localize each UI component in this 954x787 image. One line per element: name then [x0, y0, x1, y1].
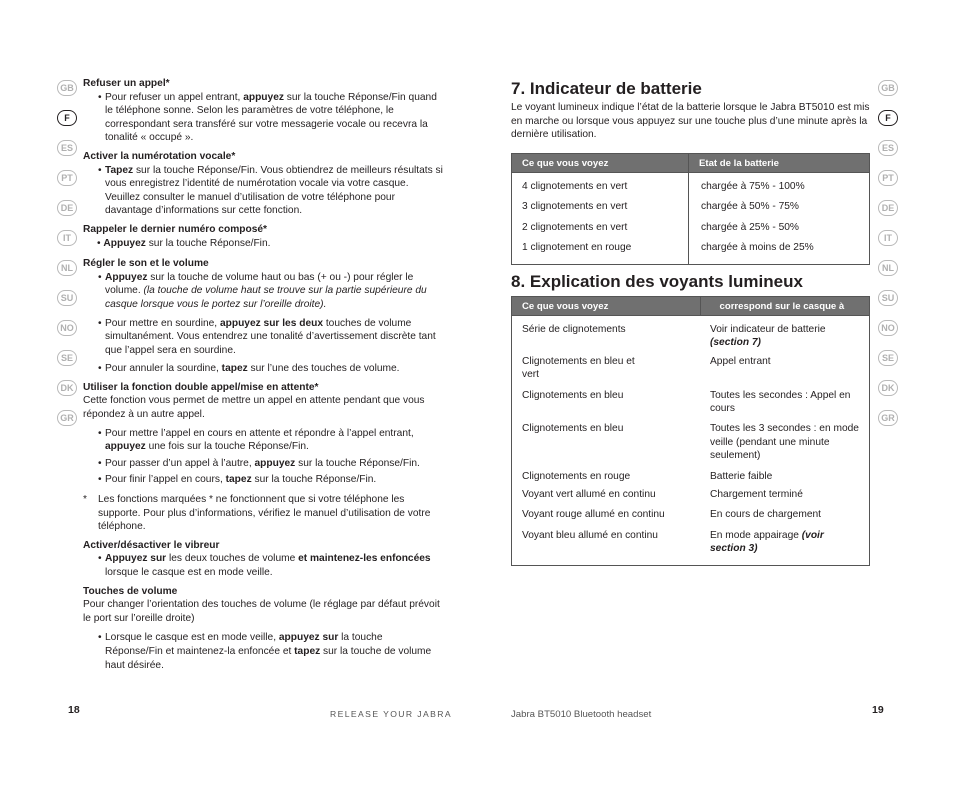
bold-text: Appuyez — [103, 237, 146, 249]
lang-tab-es: ES — [878, 140, 898, 156]
bullet-item — [83, 427, 443, 454]
lang-tab-gr: GR — [57, 410, 77, 426]
table-cell: Clignotements en bleu — [512, 384, 701, 418]
column-header: Ce que vous voyez — [512, 297, 701, 316]
bold-text: Appuyez — [105, 271, 148, 283]
table-row — [512, 216, 870, 236]
lang-tab-se: SE — [878, 350, 898, 366]
page-number-left: 18 — [68, 704, 80, 716]
bullet-glyph: • — [97, 237, 104, 249]
section-heading: Utiliser la fonction double appel/mise en attente* — [83, 381, 319, 393]
section-vibreur — [83, 539, 443, 580]
italic-text: (la touche de volume haut se trouve sur la partie supérieure du casque lorsque vous le portez sur l’oreille droite). — [105, 285, 427, 310]
table-cell: 4 clignotements en vert — [512, 173, 689, 196]
section-double-appel — [83, 381, 443, 487]
table-cell: Série de clignotements — [512, 316, 701, 352]
bold-text: Tapez — [105, 164, 134, 176]
text: Pour passer d’un appel à l’autre, — [105, 457, 255, 469]
section-7-title: 7. Indicateur de batterie — [511, 79, 702, 98]
table-cell — [700, 524, 870, 565]
bold-text: tapez — [225, 474, 252, 486]
lang-tab-nl: NL — [878, 260, 898, 276]
bullet-item — [83, 362, 443, 376]
section-ref: (voir section 3) — [710, 529, 824, 555]
lang-tab-gb: GB — [57, 80, 77, 96]
bold-text: et maintenez-les enfoncées — [298, 553, 431, 565]
column-header: correspond sur le casque à — [700, 297, 870, 316]
bold-text: appuyez — [105, 441, 146, 453]
lang-tab-pt: PT — [57, 170, 77, 186]
footnote-marker: * — [83, 494, 87, 506]
text: Lorsque le casque est en mode veille, — [105, 632, 279, 644]
text: Pour annuler la sourdine, — [105, 363, 222, 375]
text: lorsque le casque est en mode veille. — [105, 567, 273, 578]
section-heading: Régler le son et le volume — [83, 258, 209, 270]
section-refuser — [83, 77, 443, 145]
bullet-item — [83, 631, 443, 672]
lang-tab-it: IT — [57, 230, 77, 246]
bullet-item — [83, 91, 443, 145]
text: Pour mettre l’appel en cours en attente et répondre à l’appel entrant, — [105, 427, 414, 439]
bullet-item — [83, 271, 443, 312]
bold-text: appuyez sur les deux — [219, 317, 323, 329]
table-cell: Chargement terminé — [700, 485, 870, 503]
section-rappeler — [83, 223, 443, 250]
section-heading: Activer/désactiver le vibreur — [83, 539, 220, 551]
bullet-line — [83, 237, 443, 251]
lang-tab-es: ES — [57, 140, 77, 156]
section-activer-numerotation — [83, 150, 443, 218]
text: sur la touche Réponse/Fin. — [145, 237, 271, 249]
paragraph: Pour changer l’orientation des touches de volume (le réglage par défaut prévoit le port sur l’oreille droite) — [83, 599, 440, 624]
bullet-item — [83, 164, 443, 218]
lang-tab-no: NO — [57, 320, 77, 336]
table-row — [512, 465, 870, 485]
bold-text: tapez — [221, 363, 248, 375]
table-cell: Clignotements en bleu — [512, 417, 701, 464]
lang-tab-su: SU — [878, 290, 898, 306]
table-cell: Toutes les secondes : Appel en cours — [700, 384, 870, 418]
table-row — [512, 503, 870, 523]
footnote — [83, 493, 443, 534]
table-row — [512, 485, 870, 503]
table-row — [512, 236, 870, 264]
lang-tab-dk: DK — [878, 380, 898, 396]
table-cell — [700, 316, 870, 352]
table-header-row — [512, 297, 870, 316]
lang-tab-f: F — [878, 110, 898, 126]
section-heading: Touches de volume — [83, 585, 178, 597]
table-cell: chargée à moins de 25% — [689, 236, 870, 264]
table-cell: Voyant bleu allumé en continu — [512, 524, 701, 565]
lang-tab-no: NO — [878, 320, 898, 336]
section-touches-volume — [83, 585, 443, 673]
section-heading: Refuser un appel* — [83, 78, 170, 89]
column-header: Etat de la batterie — [689, 154, 870, 173]
bold-text: tapez — [294, 645, 321, 657]
table-row — [512, 524, 870, 565]
table-cell: 2 clignotements en vert — [512, 216, 689, 236]
text: Voir indicateur de batterie — [710, 324, 826, 335]
table-cell: Batterie faible — [700, 465, 870, 485]
text: les deux touches de volume — [166, 553, 299, 565]
language-tabs-right — [878, 80, 898, 440]
text: touches de volume simultanément. Vous entendrez une tonalité d’avertissement discrète tant que l’appel sera en sourdine. — [105, 317, 436, 356]
indicator-table — [511, 296, 870, 566]
section-8-title: 8. Explication des voyants lumineux — [511, 272, 803, 291]
table-cell: En cours de chargement — [700, 503, 870, 523]
table-cell: 3 clignotements en vert — [512, 195, 689, 215]
battery-table — [511, 153, 870, 265]
table-cell: Voyant rouge allumé en continu — [512, 503, 701, 523]
lang-tab-su: SU — [57, 290, 77, 306]
bold-text: Appuyez sur — [105, 553, 167, 565]
bullet-item — [83, 552, 443, 579]
table-row — [512, 173, 870, 196]
bullet-item — [83, 473, 443, 487]
table-row — [512, 316, 870, 352]
table-row — [512, 417, 870, 464]
lang-tab-it: IT — [878, 230, 898, 246]
lang-tab-pt: PT — [878, 170, 898, 186]
table-row — [512, 195, 870, 215]
section-7-intro: Le voyant lumineux indique l’état de la batterie lorsque le Jabra BT5010 est mis en marche ou lorsque vous appuyez sur une touche plus d’une minute après la dernière utilisation. — [511, 102, 870, 141]
text: sur la touche Réponse/Fin. Vous obtiendrez de meilleurs résultats si vous enregistrez l’identité de numérotation vocale via votre casque. Veuillez consulter le manuel d’utilisation de votre téléphone pour davantage d’informations sur cette fonction. — [105, 164, 443, 217]
left-column — [83, 77, 443, 677]
bullet-item — [83, 317, 443, 358]
bold-text: appuyez — [243, 91, 284, 103]
table-cell: Toutes les 3 secondes : en mode veille (pendant une minute seulement) — [700, 417, 870, 464]
text: Pour refuser un appel entrant, — [105, 91, 244, 103]
table-cell: Voyant vert allumé en continu — [512, 485, 701, 503]
text: une fois sur la touche Réponse/Fin. — [145, 441, 309, 453]
lang-tab-gr: GR — [878, 410, 898, 426]
table-cell: chargée à 75% - 100% — [689, 173, 870, 196]
lang-tab-dk: DK — [57, 380, 77, 396]
text: En mode appairage — [710, 529, 802, 541]
language-tabs-left — [57, 80, 77, 440]
table-cell: Appel entrant — [700, 352, 870, 384]
text: sur la touche Réponse/Fin. — [251, 474, 377, 486]
bullet-item — [83, 457, 443, 471]
text: sur la touche de volume haut désirée. — [105, 645, 432, 671]
bold-text: appuyez — [254, 457, 296, 469]
page-number-right: 19 — [872, 704, 884, 716]
bold-text: appuyez sur — [278, 632, 339, 644]
text: Pour mettre en sourdine, — [105, 317, 220, 329]
text: Pour finir l’appel en cours, — [105, 474, 226, 486]
table-row — [512, 352, 870, 384]
section-ref: (section 7) — [710, 337, 761, 349]
table-row — [512, 384, 870, 418]
text: sur l’une des touches de volume. — [247, 363, 400, 375]
table-cell: Clignotements en bleu et vert — [512, 352, 701, 384]
table-cell: 1 clignotement en rouge — [512, 236, 689, 264]
text: sur la touche Réponse/Fin. — [295, 457, 420, 469]
lang-tab-de: DE — [878, 200, 898, 216]
lang-tab-de: DE — [57, 200, 77, 216]
text: la touche Réponse/Fin et maintenez-la enfoncée et — [105, 632, 383, 657]
footer-product: Jabra BT5010 Bluetooth headset — [511, 709, 652, 720]
footer-brand: RELEASE YOUR JABRA — [330, 709, 452, 719]
table-cell: chargée à 50% - 75% — [689, 195, 870, 215]
text: sur la touche Réponse/Fin quand le téléphone sonne. Selon les paramètres de votre téléphone, le correspondant sera transféré sur votre messagerie vocale ou recevra la tonalité « occupé ». — [105, 91, 437, 144]
footnote-text: Les fonctions marquées * ne fonctionnent que si votre téléphone les supporte. Pour plus d’informations, vérifiez le manuel d’utilisation de votre téléphone. — [98, 494, 431, 533]
table-cell: chargée à 25% - 50% — [689, 216, 870, 236]
section-regler-volume — [83, 257, 443, 376]
section-heading: Activer la numérotation vocale* — [83, 150, 236, 162]
table-header-row — [512, 154, 870, 173]
column-header: Ce que vous voyez — [512, 154, 689, 173]
text: sur la touche de volume haut ou bas (+ ou -) pour régler le volume. — [105, 271, 414, 297]
paragraph: Cette fonction vous permet de mettre un appel en attente pendant que vous répondez à un autre appel. — [83, 395, 425, 421]
lang-tab-gb: GB — [878, 80, 898, 96]
section-heading: Rappeler le dernier numéro composé* — [83, 223, 267, 235]
table-cell: Clignotements en rouge — [512, 465, 701, 485]
lang-tab-nl: NL — [57, 260, 77, 276]
lang-tab-f: F — [57, 110, 77, 126]
lang-tab-se: SE — [57, 350, 77, 366]
